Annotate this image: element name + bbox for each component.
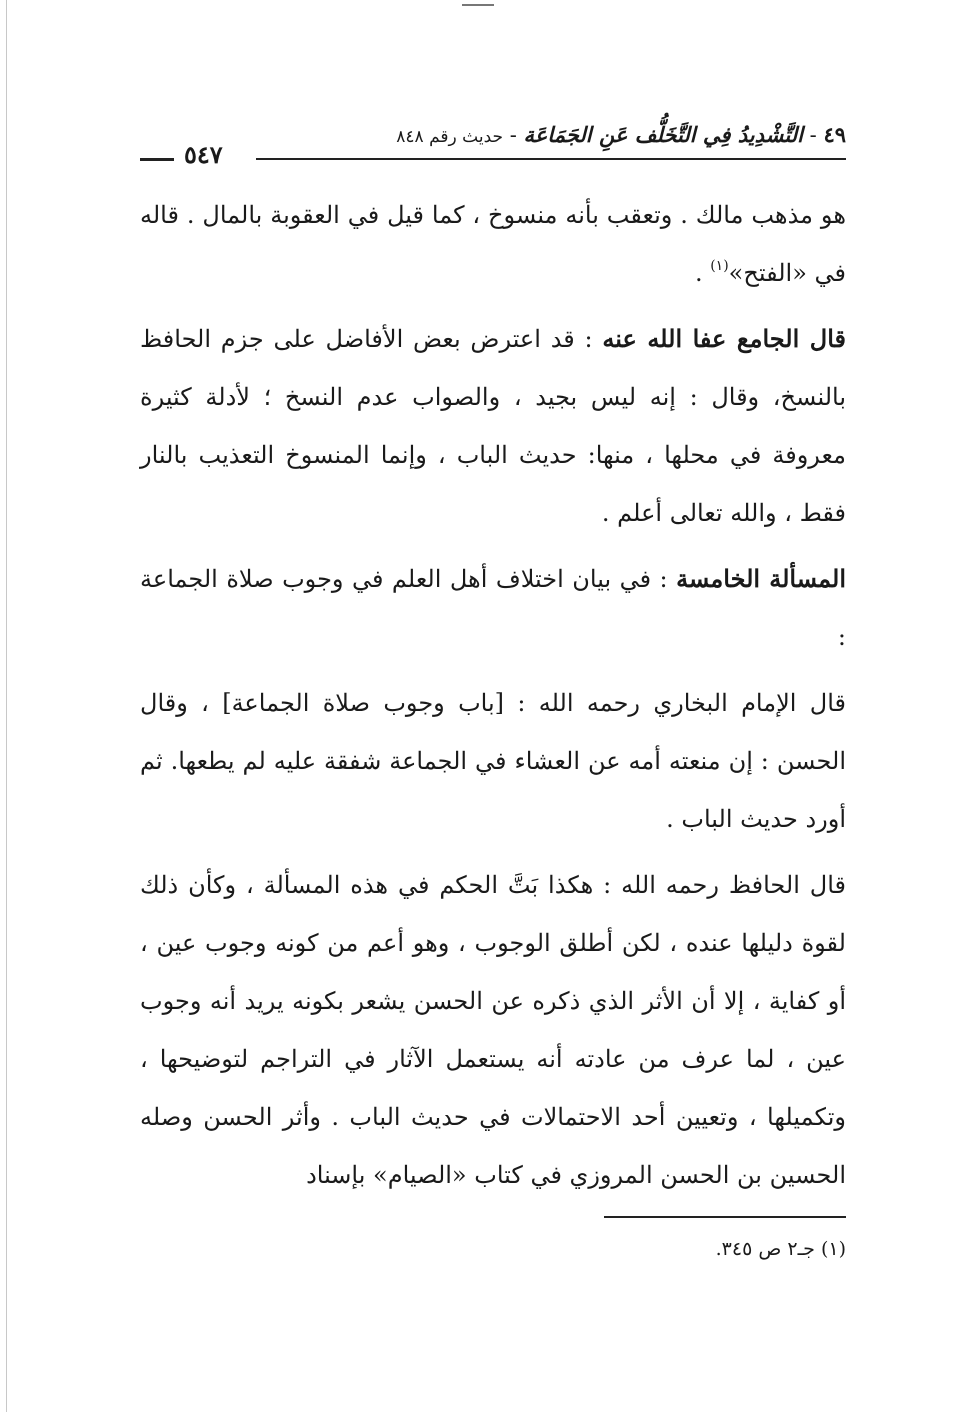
paragraph-text: قال الإمام البخاري رحمه الله : [باب وجوب صلاة الجماعة] ، وقال الحسن : إن منعته أمه عن العشاء في الجماعة شفقة عليه لم يطعها. ثم أورد حديث الباب . — [140, 689, 846, 833]
footnote-reference[interactable]: (١) — [710, 258, 729, 274]
paragraph-1 — [140, 186, 846, 302]
chapter-number: ٤٩ — [823, 122, 846, 147]
header-rule — [256, 158, 846, 160]
running-header — [140, 120, 846, 169]
chapter-title: التَّشْدِيدُ فِي التَّخَلُّف عَنِ الجَمَاعَة — [523, 122, 803, 147]
hadith-reference: حديث رقم ٨٤٨ — [396, 127, 504, 147]
page-number: ٥٤٧ — [184, 140, 223, 169]
header-separator: - — [509, 123, 517, 147]
section-heading: المسألة الخامسة — [676, 564, 847, 593]
paragraph-5 — [140, 856, 846, 1204]
paragraph-4 — [140, 674, 846, 848]
page-edge-line — [6, 0, 7, 1412]
paragraph-text: : قد اعترض بعض الأفاضل على جزم الحافظ بالنسخ، وقال : إنه ليس بجيد ، والصواب عدم النسخ ؛ لأدلة كثيرة معروفة في محلها ، منها: حديث الباب ، وإنما المنسوخ التعذيب بالنار فقط ، والله تعالى أعلم . — [140, 325, 846, 527]
paragraph-tail: . — [694, 259, 711, 287]
paragraph-3 — [140, 550, 846, 666]
paragraph-2 — [140, 310, 846, 542]
footnote-marker: (١) — [820, 1238, 846, 1260]
page-number-dash — [140, 158, 174, 161]
footnote-text: جـ٢ ص ٣٤٥. — [715, 1238, 815, 1260]
paragraph-text: قال الحافظ رحمه الله : هكذا بَتَّ الحكم في هذه المسألة ، وكأن ذلك لقوة دليلها عنده ، لكن أطلق الوجوب ، وهو أعم من كونه وجوب عين ، أو كفاية ، إلا أن الأثر الذي ذكره عن الحسن يشعر بكونه يريد أنه وجوب عين ، لما عرف من عادته أنه يستعمل الآثار في التراجم لتوضيحها ، وتكميلها ، وتعيين أحد الاحتمالات في حديث الباب . وأثر الحسن وصله الحسين بن الحسن المروزي في كتاب «الصيام» بإسناد — [140, 871, 847, 1189]
paragraph-text: : في بيان اختلاف أهل العلم في وجوب صلاة الجماعة : — [140, 565, 846, 651]
top-scan-mark — [462, 4, 494, 6]
main-text — [140, 186, 846, 1212]
footnote — [716, 1234, 846, 1264]
footnote-rule — [604, 1216, 846, 1218]
header-separator: - — [809, 123, 817, 147]
paragraph-text: هو مذهب مالك . وتعقب بأنه منسوخ ، كما قيل في العقوبة بالمال . قاله في «الفتح» — [140, 201, 846, 287]
paragraph-label: قال الجامع عفا الله عنه — [602, 324, 846, 353]
running-header-title-line — [396, 120, 846, 152]
